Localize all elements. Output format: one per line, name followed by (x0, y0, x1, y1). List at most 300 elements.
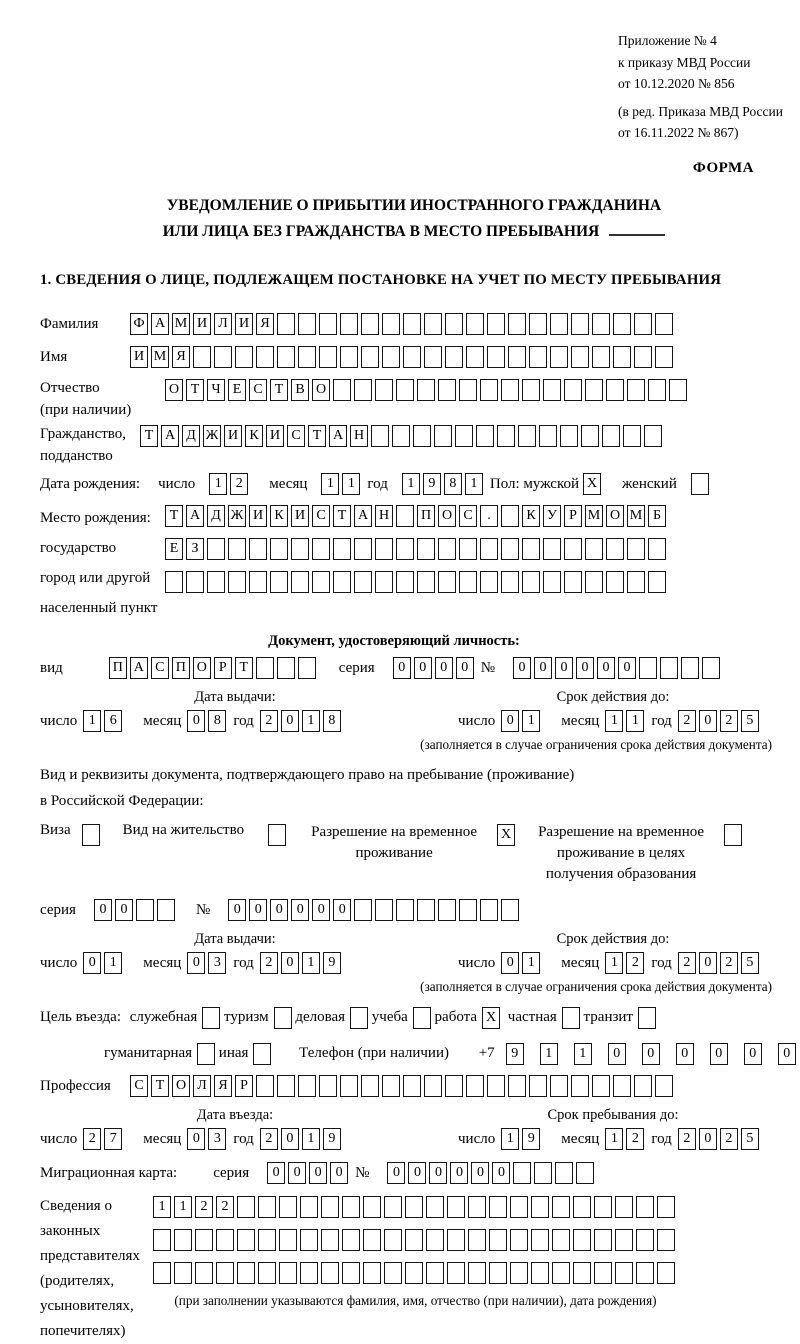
entry-year-cell[interactable]: 0 (281, 1128, 299, 1150)
representatives-cell[interactable] (384, 1262, 402, 1284)
representatives-cell[interactable] (405, 1229, 423, 1251)
given-name-cell[interactable] (256, 346, 274, 368)
representatives-cell[interactable] (321, 1229, 339, 1251)
residence-expiry-day-cell[interactable]: 0 (501, 952, 519, 974)
phone-digit-cell[interactable]: 0 (642, 1043, 660, 1065)
purpose-private-checkbox[interactable] (562, 1007, 580, 1029)
representatives-cell[interactable] (657, 1262, 675, 1284)
birth-place-cell[interactable] (207, 571, 225, 593)
birth-place-cell[interactable]: А (186, 505, 204, 527)
citizenship-cell[interactable] (581, 425, 599, 447)
birth-place-cell[interactable]: Д (207, 505, 225, 527)
issue-month-cell[interactable]: 8 (208, 710, 226, 732)
representatives-cell[interactable] (510, 1196, 528, 1218)
surname-cell[interactable]: И (235, 313, 253, 335)
surname-cell[interactable] (382, 313, 400, 335)
birth-place-cell[interactable] (417, 538, 435, 560)
birth-place-cell[interactable] (480, 538, 498, 560)
birth-place-cell[interactable]: Т (333, 505, 351, 527)
citizenship-cell[interactable]: Т (308, 425, 326, 447)
patronymic-cell[interactable] (459, 379, 477, 401)
representatives-cell[interactable] (300, 1196, 318, 1218)
surname-cell[interactable] (655, 313, 673, 335)
patronymic-cell[interactable] (522, 379, 540, 401)
representatives-cell[interactable] (384, 1196, 402, 1218)
profession-cell[interactable] (298, 1075, 316, 1097)
birth-place-cell[interactable] (459, 538, 477, 560)
given-name-cell[interactable] (508, 346, 526, 368)
residence-number-cell[interactable] (438, 899, 456, 921)
given-name-cell[interactable] (361, 346, 379, 368)
birth-place-cell[interactable]: М (627, 505, 645, 527)
representatives-cell[interactable] (321, 1262, 339, 1284)
migration-number-cell[interactable]: 0 (492, 1162, 510, 1184)
birth-place-cell[interactable]: У (543, 505, 561, 527)
birth-place-cell[interactable] (375, 571, 393, 593)
representatives-cell[interactable] (489, 1229, 507, 1251)
residence-issue-year-cell[interactable]: 1 (302, 952, 320, 974)
birth-place-cell[interactable] (312, 571, 330, 593)
profession-cell[interactable]: О (172, 1075, 190, 1097)
given-name-cell[interactable] (235, 346, 253, 368)
migration-number-cell[interactable]: 0 (450, 1162, 468, 1184)
residence-issue-year-cell[interactable]: 9 (323, 952, 341, 974)
patronymic-cell[interactable] (417, 379, 435, 401)
birth-place-cell[interactable] (354, 538, 372, 560)
surname-cell[interactable]: А (151, 313, 169, 335)
given-name-cell[interactable]: И (130, 346, 148, 368)
surname-cell[interactable]: Ф (130, 313, 148, 335)
given-name-cell[interactable] (445, 346, 463, 368)
birth-place-cell[interactable]: П (417, 505, 435, 527)
surname-cell[interactable] (613, 313, 631, 335)
doc-kind-cell[interactable]: С (151, 657, 169, 679)
citizenship-cell[interactable]: Н (350, 425, 368, 447)
residence-number-cell[interactable] (396, 899, 414, 921)
residence-series-cell[interactable]: 0 (115, 899, 133, 921)
profession-cell[interactable]: С (130, 1075, 148, 1097)
patronymic-cell[interactable] (480, 379, 498, 401)
representatives-cell[interactable] (195, 1262, 213, 1284)
birth-place-cell[interactable] (585, 538, 603, 560)
residence-number-cell[interactable] (417, 899, 435, 921)
residence-number-cell[interactable] (459, 899, 477, 921)
residence-expiry-month-cell[interactable]: 2 (626, 952, 644, 974)
stay-year-cell[interactable]: 0 (699, 1128, 717, 1150)
expiry-year-cell[interactable]: 2 (678, 710, 696, 732)
profession-cell[interactable] (550, 1075, 568, 1097)
profession-cell[interactable] (403, 1075, 421, 1097)
representatives-cell[interactable] (363, 1196, 381, 1218)
residence-number-cell[interactable]: 0 (333, 899, 351, 921)
surname-cell[interactable] (319, 313, 337, 335)
doc-series-cell[interactable]: 0 (414, 657, 432, 679)
visa-checkbox[interactable] (82, 824, 100, 846)
surname-cell[interactable] (508, 313, 526, 335)
residence-number-cell[interactable]: 0 (270, 899, 288, 921)
profession-cell[interactable]: Я (214, 1075, 232, 1097)
migration-number-cell[interactable]: 0 (387, 1162, 405, 1184)
doc-number-cell[interactable] (660, 657, 678, 679)
birth-place-cell[interactable]: Н (375, 505, 393, 527)
citizenship-cell[interactable]: А (161, 425, 179, 447)
representatives-cell[interactable] (426, 1262, 444, 1284)
purpose-work-checkbox[interactable]: X (482, 1007, 500, 1029)
patronymic-cell[interactable]: О (165, 379, 183, 401)
residence-series-cell[interactable] (157, 899, 175, 921)
representatives-cell[interactable] (447, 1262, 465, 1284)
expiry-year-cell[interactable]: 5 (741, 710, 759, 732)
patronymic-cell[interactable] (564, 379, 582, 401)
birth-place-cell[interactable] (438, 538, 456, 560)
birth-place-cell[interactable]: Е (165, 538, 183, 560)
representatives-cell[interactable]: 2 (216, 1196, 234, 1218)
birth-place-cell[interactable]: . (480, 505, 498, 527)
given-name-cell[interactable] (550, 346, 568, 368)
representatives-cell[interactable] (615, 1196, 633, 1218)
stay-day-cell[interactable]: 1 (501, 1128, 519, 1150)
given-name-cell[interactable] (193, 346, 211, 368)
doc-number-cell[interactable] (681, 657, 699, 679)
migration-number-cell[interactable]: 0 (408, 1162, 426, 1184)
doc-number-cell[interactable]: 0 (618, 657, 636, 679)
issue-year-cell[interactable]: 0 (281, 710, 299, 732)
issue-day-cell[interactable]: 6 (104, 710, 122, 732)
surname-cell[interactable] (361, 313, 379, 335)
residence-number-cell[interactable]: 0 (291, 899, 309, 921)
birth-place-cell[interactable] (627, 538, 645, 560)
doc-number-cell[interactable]: 0 (513, 657, 531, 679)
birth-place-cell[interactable]: Т (165, 505, 183, 527)
birth-place-cell[interactable] (522, 538, 540, 560)
edu-permit-checkbox[interactable] (724, 824, 742, 846)
migration-number-cell[interactable]: 0 (471, 1162, 489, 1184)
birth-place-cell[interactable] (270, 571, 288, 593)
citizenship-cell[interactable] (497, 425, 515, 447)
birth-place-cell[interactable] (648, 538, 666, 560)
profession-cell[interactable]: Л (193, 1075, 211, 1097)
representatives-cell[interactable] (321, 1196, 339, 1218)
purpose-transit-checkbox[interactable] (638, 1007, 656, 1029)
residence-series-cell[interactable] (136, 899, 154, 921)
phone-digit-cell[interactable]: 0 (608, 1043, 626, 1065)
representatives-cell[interactable] (237, 1262, 255, 1284)
given-name-cell[interactable] (298, 346, 316, 368)
representatives-cell[interactable] (636, 1196, 654, 1218)
surname-cell[interactable] (466, 313, 484, 335)
birth-year-cell[interactable]: 1 (402, 473, 420, 495)
doc-series-cell[interactable]: 0 (456, 657, 474, 679)
representatives-cell[interactable] (657, 1229, 675, 1251)
birth-place-cell[interactable] (543, 571, 561, 593)
representatives-cell[interactable] (552, 1229, 570, 1251)
residence-expiry-year-cell[interactable]: 2 (678, 952, 696, 974)
representatives-cell[interactable] (363, 1262, 381, 1284)
representatives-cell[interactable] (657, 1196, 675, 1218)
citizenship-cell[interactable] (371, 425, 389, 447)
patronymic-cell[interactable]: Е (228, 379, 246, 401)
birth-place-cell[interactable]: А (354, 505, 372, 527)
birth-place-cell[interactable] (375, 538, 393, 560)
representatives-cell[interactable] (174, 1262, 192, 1284)
entry-month-cell[interactable]: 0 (187, 1128, 205, 1150)
birth-place-cell[interactable] (564, 538, 582, 560)
migration-series-cell[interactable]: 0 (309, 1162, 327, 1184)
temp-permit-checkbox[interactable]: X (497, 824, 515, 846)
residence-number-cell[interactable] (375, 899, 393, 921)
surname-cell[interactable] (277, 313, 295, 335)
surname-cell[interactable] (298, 313, 316, 335)
birth-month-cell[interactable]: 1 (342, 473, 360, 495)
birth-place-cell[interactable]: С (459, 505, 477, 527)
representatives-cell[interactable] (300, 1229, 318, 1251)
surname-cell[interactable]: М (172, 313, 190, 335)
birth-place-cell[interactable] (459, 571, 477, 593)
patronymic-cell[interactable] (375, 379, 393, 401)
surname-cell[interactable] (550, 313, 568, 335)
stay-day-cell[interactable]: 9 (522, 1128, 540, 1150)
birth-place-cell[interactable] (396, 571, 414, 593)
profession-cell[interactable] (487, 1075, 505, 1097)
surname-cell[interactable] (340, 313, 358, 335)
migration-number-cell[interactable]: 0 (429, 1162, 447, 1184)
representatives-cell[interactable]: 1 (174, 1196, 192, 1218)
citizenship-cell[interactable] (560, 425, 578, 447)
birth-place-cell[interactable] (627, 571, 645, 593)
birth-place-cell[interactable] (249, 538, 267, 560)
expiry-month-cell[interactable]: 1 (626, 710, 644, 732)
profession-cell[interactable] (340, 1075, 358, 1097)
sex-male-checkbox[interactable]: X (583, 473, 601, 495)
doc-number-cell[interactable] (639, 657, 657, 679)
surname-cell[interactable] (445, 313, 463, 335)
representatives-cell[interactable] (279, 1196, 297, 1218)
birth-place-cell[interactable]: О (606, 505, 624, 527)
patronymic-cell[interactable]: В (291, 379, 309, 401)
birth-place-cell[interactable] (354, 571, 372, 593)
representatives-cell[interactable]: 1 (153, 1196, 171, 1218)
issue-year-cell[interactable]: 1 (302, 710, 320, 732)
doc-kind-cell[interactable]: А (130, 657, 148, 679)
doc-series-cell[interactable]: 0 (393, 657, 411, 679)
profession-cell[interactable] (382, 1075, 400, 1097)
birth-place-cell[interactable] (522, 571, 540, 593)
given-name-cell[interactable] (277, 346, 295, 368)
purpose-tourism-checkbox[interactable] (274, 1007, 292, 1029)
entry-day-cell[interactable]: 2 (83, 1128, 101, 1150)
residence-number-cell[interactable] (354, 899, 372, 921)
patronymic-cell[interactable] (543, 379, 561, 401)
purpose-other-checkbox[interactable] (253, 1043, 271, 1065)
birth-place-cell[interactable] (501, 538, 519, 560)
stay-year-cell[interactable]: 5 (741, 1128, 759, 1150)
representatives-cell[interactable] (174, 1229, 192, 1251)
issue-year-cell[interactable]: 8 (323, 710, 341, 732)
profession-cell[interactable] (592, 1075, 610, 1097)
doc-kind-cell[interactable]: О (193, 657, 211, 679)
entry-day-cell[interactable]: 7 (104, 1128, 122, 1150)
phone-digit-cell[interactable]: 0 (778, 1043, 796, 1065)
birth-place-cell[interactable] (228, 538, 246, 560)
birth-place-cell[interactable] (543, 538, 561, 560)
entry-year-cell[interactable]: 9 (323, 1128, 341, 1150)
residence-expiry-day-cell[interactable]: 1 (522, 952, 540, 974)
profession-cell[interactable] (529, 1075, 547, 1097)
citizenship-cell[interactable] (518, 425, 536, 447)
birth-place-cell[interactable] (228, 571, 246, 593)
representatives-cell[interactable] (216, 1262, 234, 1284)
representatives-cell[interactable] (489, 1196, 507, 1218)
birth-day-cell[interactable]: 1 (209, 473, 227, 495)
citizenship-cell[interactable]: К (245, 425, 263, 447)
citizenship-cell[interactable]: Д (182, 425, 200, 447)
stay-year-cell[interactable]: 2 (720, 1128, 738, 1150)
birth-place-cell[interactable] (291, 538, 309, 560)
birth-place-cell[interactable]: К (270, 505, 288, 527)
surname-cell[interactable]: Я (256, 313, 274, 335)
birth-place-cell[interactable]: Ж (228, 505, 246, 527)
representatives-cell[interactable] (447, 1196, 465, 1218)
citizenship-cell[interactable] (623, 425, 641, 447)
surname-cell[interactable] (424, 313, 442, 335)
migration-series-cell[interactable]: 0 (288, 1162, 306, 1184)
representatives-cell[interactable] (594, 1196, 612, 1218)
doc-kind-cell[interactable] (298, 657, 316, 679)
citizenship-cell[interactable] (455, 425, 473, 447)
given-name-cell[interactable] (655, 346, 673, 368)
representatives-cell[interactable] (531, 1262, 549, 1284)
representatives-cell[interactable] (636, 1229, 654, 1251)
surname-cell[interactable] (487, 313, 505, 335)
birth-year-cell[interactable]: 9 (423, 473, 441, 495)
patronymic-cell[interactable] (438, 379, 456, 401)
representatives-cell[interactable] (363, 1229, 381, 1251)
birth-place-cell[interactable]: К (522, 505, 540, 527)
given-name-cell[interactable] (424, 346, 442, 368)
given-name-cell[interactable] (487, 346, 505, 368)
residence-issue-year-cell[interactable]: 2 (260, 952, 278, 974)
representatives-cell[interactable] (552, 1262, 570, 1284)
patronymic-cell[interactable] (669, 379, 687, 401)
birth-place-cell[interactable] (417, 571, 435, 593)
citizenship-cell[interactable] (434, 425, 452, 447)
stay-month-cell[interactable]: 2 (626, 1128, 644, 1150)
given-name-cell[interactable] (529, 346, 547, 368)
residence-permit-checkbox[interactable] (268, 824, 286, 846)
representatives-cell[interactable] (258, 1196, 276, 1218)
birth-place-cell[interactable] (249, 571, 267, 593)
citizenship-cell[interactable] (413, 425, 431, 447)
phone-digit-cell[interactable]: 0 (744, 1043, 762, 1065)
residence-issue-month-cell[interactable]: 3 (208, 952, 226, 974)
patronymic-cell[interactable] (648, 379, 666, 401)
profession-cell[interactable] (319, 1075, 337, 1097)
patronymic-cell[interactable] (585, 379, 603, 401)
residence-number-cell[interactable]: 0 (312, 899, 330, 921)
sex-female-checkbox[interactable] (691, 473, 709, 495)
birth-place-cell[interactable] (480, 571, 498, 593)
expiry-year-cell[interactable]: 2 (720, 710, 738, 732)
representatives-cell[interactable] (636, 1262, 654, 1284)
representatives-cell[interactable] (468, 1262, 486, 1284)
representatives-cell[interactable] (237, 1229, 255, 1251)
given-name-cell[interactable]: Я (172, 346, 190, 368)
representatives-cell[interactable] (426, 1229, 444, 1251)
birth-place-cell[interactable] (186, 571, 204, 593)
birth-place-cell[interactable] (501, 571, 519, 593)
birth-place-cell[interactable] (606, 538, 624, 560)
birth-place-cell[interactable] (396, 538, 414, 560)
patronymic-cell[interactable]: Т (186, 379, 204, 401)
birth-place-cell[interactable]: З (186, 538, 204, 560)
stay-month-cell[interactable]: 1 (605, 1128, 623, 1150)
birth-place-cell[interactable]: И (249, 505, 267, 527)
birth-place-cell[interactable] (333, 538, 351, 560)
birth-place-cell[interactable] (165, 571, 183, 593)
representatives-cell[interactable] (237, 1196, 255, 1218)
representatives-cell[interactable] (615, 1229, 633, 1251)
residence-number-cell[interactable] (501, 899, 519, 921)
patronymic-cell[interactable] (501, 379, 519, 401)
phone-digit-cell[interactable]: 1 (540, 1043, 558, 1065)
doc-kind-cell[interactable]: П (109, 657, 127, 679)
phone-digit-cell[interactable]: 1 (574, 1043, 592, 1065)
representatives-cell[interactable] (258, 1262, 276, 1284)
phone-digit-cell[interactable]: 9 (506, 1043, 524, 1065)
purpose-humanitarian-checkbox[interactable] (197, 1043, 215, 1065)
representatives-cell[interactable] (594, 1262, 612, 1284)
residence-expiry-year-cell[interactable]: 0 (699, 952, 717, 974)
representatives-cell[interactable]: 2 (195, 1196, 213, 1218)
representatives-cell[interactable] (468, 1229, 486, 1251)
profession-cell[interactable] (445, 1075, 463, 1097)
surname-cell[interactable] (571, 313, 589, 335)
representatives-cell[interactable] (153, 1262, 171, 1284)
birth-place-cell[interactable] (396, 505, 414, 527)
birth-year-cell[interactable]: 1 (465, 473, 483, 495)
birth-place-cell[interactable] (270, 538, 288, 560)
profession-cell[interactable]: Т (151, 1075, 169, 1097)
profession-cell[interactable] (634, 1075, 652, 1097)
profession-cell[interactable] (613, 1075, 631, 1097)
doc-number-cell[interactable]: 0 (597, 657, 615, 679)
birth-day-cell[interactable]: 2 (230, 473, 248, 495)
given-name-cell[interactable] (571, 346, 589, 368)
doc-number-cell[interactable] (702, 657, 720, 679)
given-name-cell[interactable] (214, 346, 232, 368)
birth-year-cell[interactable]: 8 (444, 473, 462, 495)
surname-cell[interactable] (592, 313, 610, 335)
surname-cell[interactable] (529, 313, 547, 335)
patronymic-cell[interactable]: С (249, 379, 267, 401)
entry-month-cell[interactable]: 3 (208, 1128, 226, 1150)
representatives-cell[interactable] (573, 1262, 591, 1284)
citizenship-cell[interactable] (539, 425, 557, 447)
migration-number-cell[interactable] (513, 1162, 531, 1184)
representatives-cell[interactable] (552, 1196, 570, 1218)
given-name-cell[interactable] (613, 346, 631, 368)
purpose-business-checkbox[interactable] (350, 1007, 368, 1029)
birth-place-cell[interactable] (648, 571, 666, 593)
birth-place-cell[interactable] (291, 571, 309, 593)
purpose-study-checkbox[interactable] (413, 1007, 431, 1029)
residence-series-cell[interactable]: 0 (94, 899, 112, 921)
migration-number-cell[interactable] (534, 1162, 552, 1184)
profession-cell[interactable] (424, 1075, 442, 1097)
issue-month-cell[interactable]: 0 (187, 710, 205, 732)
migration-series-cell[interactable]: 0 (330, 1162, 348, 1184)
migration-number-cell[interactable] (576, 1162, 594, 1184)
